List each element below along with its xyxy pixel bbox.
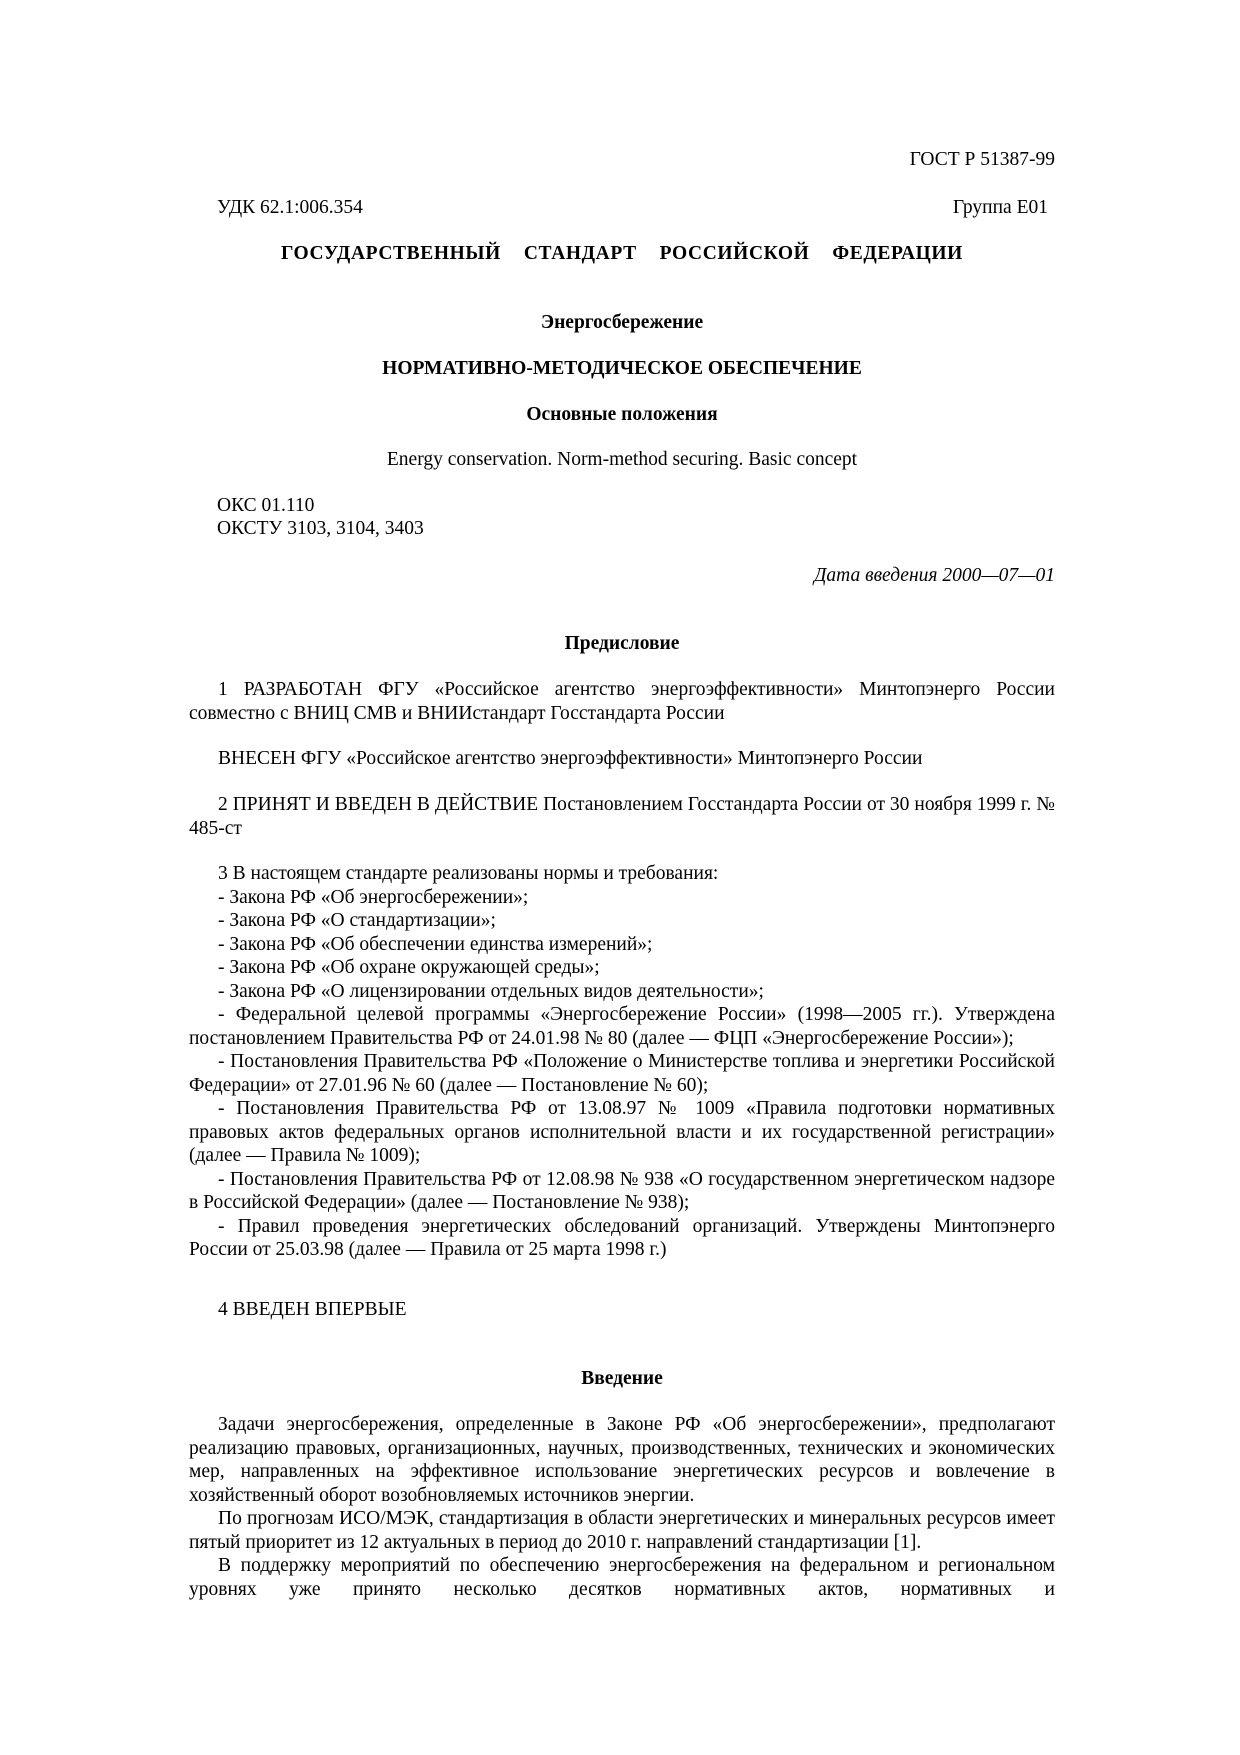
paragraph: По прогнозам ИСО/МЭК, стандартизация в области энергетических и минеральных ресурсов имеет пятый приоритет из 12 актуальных в период до 2010 г. направлений стандартизации [1]. — [189, 1508, 1055, 1553]
introduction-heading: Введение — [581, 1368, 663, 1389]
udk-code: УДК 62.1:006.354 — [217, 197, 363, 218]
gost-number: ГОСТ Р 51387-99 — [909, 149, 1055, 170]
paragraph: В поддержку мероприятий по обеспечению энергосбережения на федеральном и региональном уровнях уже принято несколько десятков нормативных актов, нормативных и — [189, 1555, 1055, 1600]
foreword-item-4 — [189, 1298, 1055, 1322]
list-item: - Федеральной целевой программы «Энергосбережение России» (1998—2005 гг.). Утверждена постановлением Правительства РФ от 24.01.98 № 80 (далее — ФЦП «Энергосбережение России»); — [189, 1004, 1055, 1049]
list-item: - Закона РФ «О лицензировании отдельных видов деятельности»; — [218, 980, 764, 1002]
oks-code: ОКС 01.110 — [217, 495, 315, 516]
foreword-introduced-text: ВНЕСЕН ФГУ «Российское агентство энергоэффективности» Минтопэнерго России — [218, 748, 923, 769]
foreword-item-2-text: 2 ПРИНЯТ И ВВЕДЕН В ДЕЙСТВИЕ Постановлением Госстандарта России от 30 ноября 1999 г. № 485-ст — [189, 794, 1055, 839]
introduction-date: Дата введения 2000—07—01 — [814, 565, 1055, 586]
standard-title: ГОСУДАРСТВЕННЫЙ СТАНДАРТ РОССИЙСКОЙ ФЕДЕРАЦИИ — [281, 243, 963, 264]
document-subtitle: Основные положения — [526, 404, 718, 425]
list-item: - Постановления Правительства РФ от 12.08.98 № 938 «О государственном энергетическом надзоре в Российской Федерации» (далее — Постановление № 938); — [189, 1168, 1055, 1213]
list-item: - Постановления Правительства РФ «Положение о Министерстве топлива и энергетики Российской Федерации» от 27.01.96 № 60 (далее — Постановление № 60); — [189, 1051, 1055, 1096]
foreword-item-3-intro: 3 В настоящем стандарте реализованы нормы и требования: — [218, 863, 719, 884]
list-item: - Закона РФ «Об охране окружающей среды»; — [218, 957, 600, 978]
list-item: - Правил проведения энергетических обследований организаций. Утверждены Минтопэнерго России от 25.03.98 (далее — Правила от 25 марта 1998 г.) — [189, 1215, 1055, 1260]
list-item: - Постановления Правительства РФ от 13.08.97 № 1009 «Правила подготовки нормативных правовых актов федеральных органов исполнительной власти и их государственной регистрации» (далее — Правила № 1009); — [189, 1098, 1055, 1166]
list-item: - Закона РФ «Об обеспечении единства измерений»; — [218, 933, 653, 955]
foreword-item-1 — [189, 678, 1055, 725]
list-item: - Закона РФ «Об энергосбережении»; — [218, 886, 529, 908]
foreword-item-1-text: 1 РАЗРАБОТАН ФГУ «Российское агентство энергоэффективности» Минтопэнерго России совместно с ВНИЦ СМВ и ВНИИстандарт Госстандарта России — [189, 679, 1055, 724]
foreword-heading: Предисловие — [564, 633, 680, 654]
group-code: Группа Е01 — [952, 197, 1048, 218]
introduction-body — [189, 1413, 1055, 1601]
okstu-code: ОКСТУ 3103, 3104, 3403 — [217, 518, 424, 539]
foreword-item-2 — [189, 793, 1055, 840]
list-item: - Закона РФ «О стандартизации»; — [218, 910, 496, 931]
foreword-introduced — [189, 747, 1055, 771]
subject-title: Энергосбережение — [540, 312, 704, 333]
foreword-item-4-text: 4 ВВЕДЕН ВПЕРВЫЕ — [218, 1299, 407, 1320]
document-name: НОРМАТИВНО-МЕТОДИЧЕСКОЕ ОБЕСПЕЧЕНИЕ — [382, 358, 862, 379]
english-title: Energy conservation. Norm-method securing. Basic concept — [386, 449, 858, 470]
paragraph: Задачи энергосбережения, определенные в Законе РФ «Об энергосбережении», предполагают реализацию правовых, организационных, научных, производственных, технических и экономических мер, направленных на эффективное использование энергетических ресурсов и вовлечение в хозяйственный оборот возобновляемых источников энергии. — [189, 1414, 1055, 1506]
foreword-item-3 — [189, 862, 1055, 1262]
